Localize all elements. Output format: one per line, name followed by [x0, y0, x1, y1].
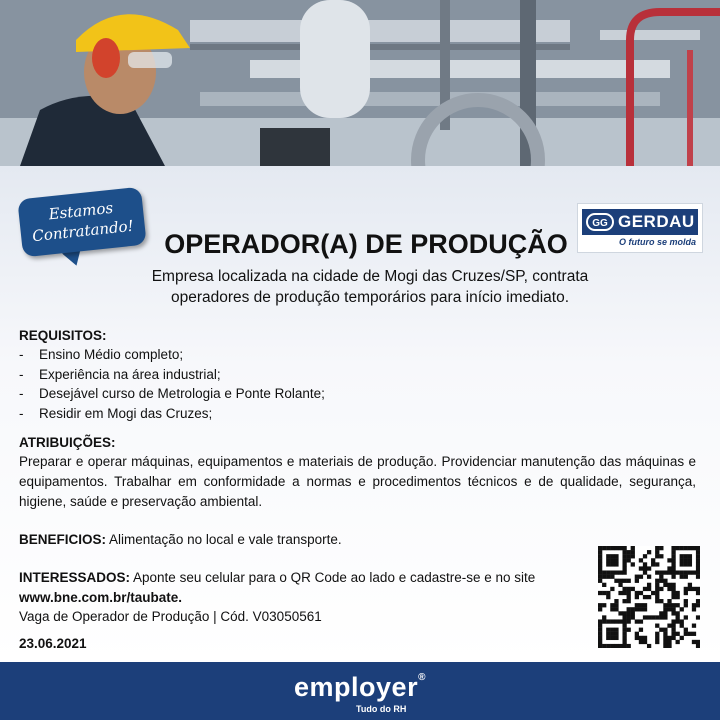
list-item: - Ensino Médio completo;: [19, 345, 325, 365]
beneficios-label: BENEFICIOS:: [19, 532, 107, 547]
beneficios-line: [19, 530, 342, 549]
requisitos-list: [19, 345, 325, 423]
employer-logo: [0, 672, 720, 703]
header-photo: [0, 0, 720, 166]
employer-brand: employer: [294, 672, 419, 702]
qr-code[interactable]: [598, 546, 700, 648]
interessados-text: Aponte seu celular para o QR Code ao lado e cadastre-se e no site: [133, 570, 536, 585]
bubble-line-1: Estamos: [47, 198, 114, 224]
list-item: - Residir em Mogi das Cruzes;: [19, 404, 325, 424]
requisitos-heading: REQUISITOS:: [19, 328, 107, 343]
registered-mark: ®: [418, 672, 426, 683]
beneficios-text: Alimentação no local e vale transporte.: [109, 532, 342, 547]
site-link[interactable]: www.bne.com.br/taubate.: [19, 589, 183, 605]
logo-name: GERDAU: [618, 212, 695, 231]
footer-bar: [0, 662, 720, 720]
logo-tagline: O futuro se molda: [618, 237, 696, 247]
list-item: - Desejável curso de Metrologia e Ponte Rolante;: [19, 384, 325, 404]
job-subtitle: Empresa localizada na cidade de Mogi das Cruzes/SP, contrata operadores de produção temporários para início imediato.: [151, 268, 589, 306]
job-title: OPERADOR(A) DE PRODUÇÃO: [164, 229, 568, 259]
vaga-code: Vaga de Operador de Produção | Cód. V03050561: [19, 609, 322, 624]
atribuicoes-heading: ATRIBUIÇÕES:: [19, 435, 116, 450]
list-item: - Experiência na área industrial;: [19, 365, 325, 385]
bubble-line-2: Contratando!: [31, 216, 135, 246]
gerdau-mark-icon: GG: [586, 213, 614, 231]
post-date: 23.06.2021: [19, 636, 87, 651]
employer-tagline: Tudo do RH: [356, 704, 407, 714]
interessados-block: [19, 568, 579, 627]
interessados-label: INTERESSADOS:: [19, 570, 131, 585]
atribuicoes-text: Preparar e operar máquinas, equipamentos e materiais de produção. Providenciar manutenção das máquinas e equipamentos. Trabalhar em conformidade a normas e procedimentos técnicos e de qualidade, segurança, higiene, saúde e preservação ambiental.: [19, 454, 696, 509]
